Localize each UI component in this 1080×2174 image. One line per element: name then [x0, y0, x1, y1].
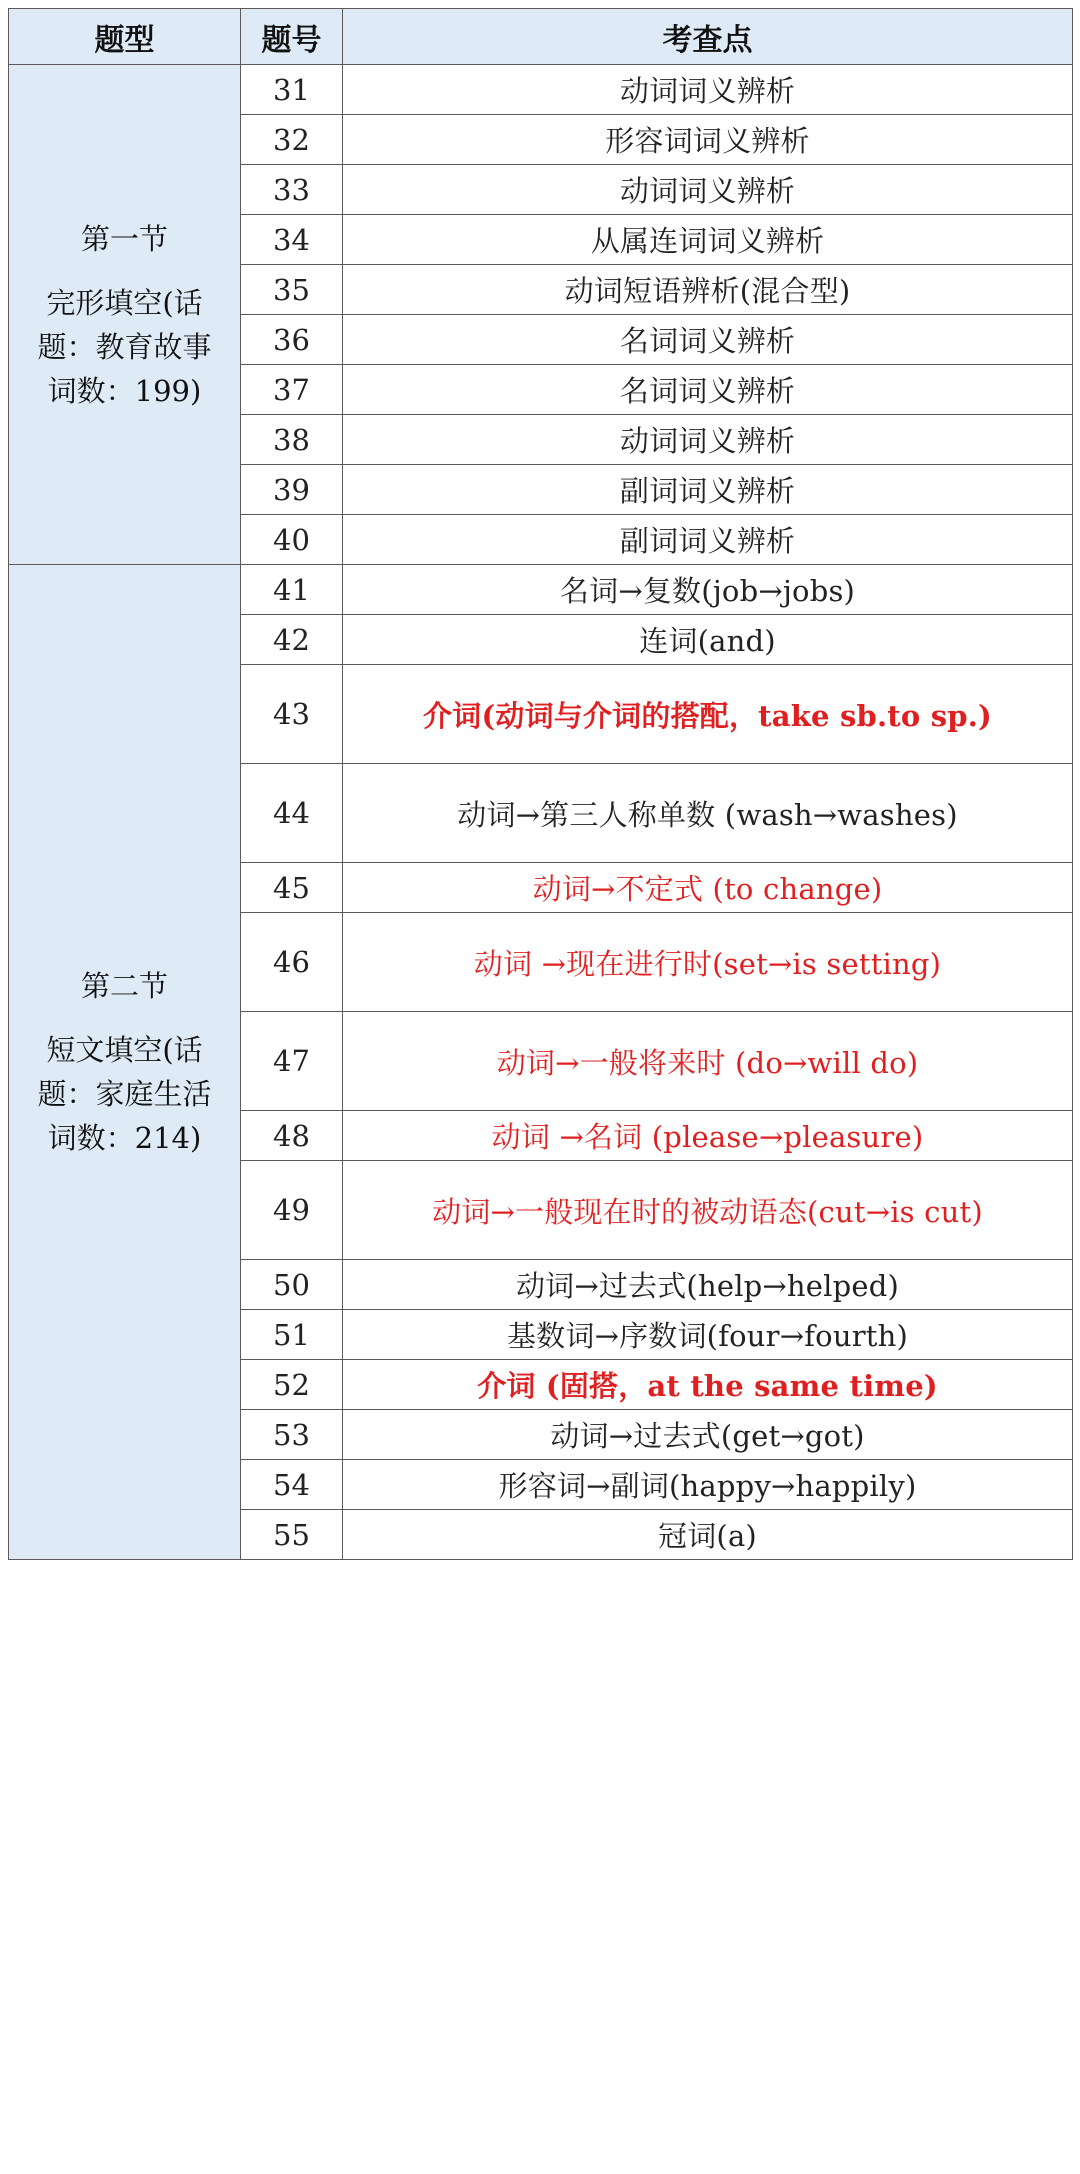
- question-number: 47: [241, 1012, 343, 1111]
- question-number: 43: [241, 665, 343, 764]
- test-point: 动词 →现在进行时(set→is setting): [343, 913, 1073, 1012]
- test-point: 基数词→序数词(four→fourth): [343, 1310, 1073, 1360]
- test-point: 形容词→副词(happy→happily): [343, 1460, 1073, 1510]
- section-description: 短文填空(话题：家庭生活词数：214): [37, 1033, 212, 1155]
- table-row: [9, 65, 1073, 115]
- section-title: 第一节: [80, 221, 168, 256]
- header-point: 考查点: [343, 9, 1073, 65]
- question-number: 38: [241, 415, 343, 465]
- question-number: 46: [241, 913, 343, 1012]
- test-point: 动词 →名词 (please→pleasure): [343, 1111, 1073, 1161]
- test-point: 动词→一般将来时 (do→will do): [343, 1012, 1073, 1111]
- question-number: 37: [241, 365, 343, 415]
- section-type-cell: [9, 565, 241, 1560]
- question-number: 45: [241, 863, 343, 913]
- question-number: 36: [241, 315, 343, 365]
- question-number: 33: [241, 165, 343, 215]
- question-number: 54: [241, 1460, 343, 1510]
- question-number: 44: [241, 764, 343, 863]
- test-point: 名词词义辨析: [343, 315, 1073, 365]
- question-number: 41: [241, 565, 343, 615]
- test-point: 名词词义辨析: [343, 365, 1073, 415]
- header-number: 题号: [241, 9, 343, 65]
- question-number: 34: [241, 215, 343, 265]
- test-point: 副词词义辨析: [343, 515, 1073, 565]
- question-number: 40: [241, 515, 343, 565]
- question-number: 52: [241, 1360, 343, 1410]
- test-point: 动词词义辨析: [343, 165, 1073, 215]
- table-body: [9, 65, 1073, 1560]
- test-point: 从属连词词义辨析: [343, 215, 1073, 265]
- section-description: 完形填空(话题：教育故事词数：199): [37, 285, 212, 408]
- test-point: 动词→不定式 (to change): [343, 863, 1073, 913]
- question-number: 50: [241, 1260, 343, 1310]
- question-number: 49: [241, 1161, 343, 1260]
- question-number: 48: [241, 1111, 343, 1161]
- section-title: 第二节: [80, 969, 168, 1003]
- question-number: 39: [241, 465, 343, 515]
- header-row: [9, 9, 1073, 65]
- question-number: 32: [241, 115, 343, 165]
- test-point: 动词词义辨析: [343, 65, 1073, 115]
- test-point: 连词(and): [343, 615, 1073, 665]
- test-point: 介词 (固搭，at the same time): [343, 1360, 1073, 1410]
- section-type-cell: [9, 65, 241, 565]
- exam-analysis-table: [8, 8, 1073, 1560]
- test-point: 动词短语辨析(混合型): [343, 265, 1073, 315]
- question-number: 55: [241, 1510, 343, 1560]
- test-point: 动词词义辨析: [343, 415, 1073, 465]
- test-point: 动词→过去式(get→got): [343, 1410, 1073, 1460]
- header-type: 题型: [9, 9, 241, 65]
- question-number: 42: [241, 615, 343, 665]
- table-row: [9, 565, 1073, 615]
- test-point: 动词→第三人称单数 (wash→washes): [343, 764, 1073, 863]
- question-number: 31: [241, 65, 343, 115]
- test-point: 动词→过去式(help→helped): [343, 1260, 1073, 1310]
- test-point: 介词(动词与介词的搭配，take sb.to sp.): [343, 665, 1073, 764]
- test-point: 冠词(a): [343, 1510, 1073, 1560]
- question-number: 51: [241, 1310, 343, 1360]
- test-point: 名词→复数(job→jobs): [343, 565, 1073, 615]
- test-point: 副词词义辨析: [343, 465, 1073, 515]
- question-number: 35: [241, 265, 343, 315]
- test-point: 形容词词义辨析: [343, 115, 1073, 165]
- question-number: 53: [241, 1410, 343, 1460]
- test-point: 动词→一般现在时的被动语态(cut→is cut): [343, 1161, 1073, 1260]
